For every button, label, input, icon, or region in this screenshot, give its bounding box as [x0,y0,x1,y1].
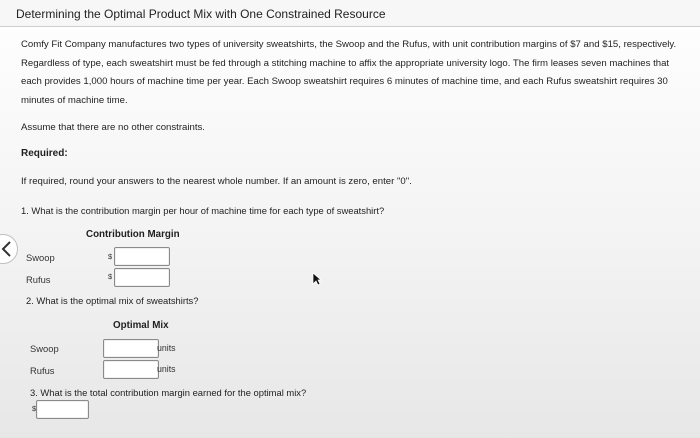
back-button[interactable] [0,234,18,264]
swoop-contribution-margin-input[interactable] [114,247,170,266]
contribution-margin-header: Contribution Margin [86,229,180,240]
rufus-label: Rufus [26,274,51,285]
page-title: Determining the Optimal Product Mix with One Constrained Resource [16,7,386,21]
rufus-optimal-mix-input[interactable] [103,360,159,379]
units-label: units [157,343,176,353]
rufus-label: Rufus [30,365,55,376]
mouse-pointer-icon [312,272,322,286]
assumption-text: Assume that there are no other constraints. [21,122,205,133]
rufus-contribution-margin-input[interactable] [114,268,170,287]
dollar-sign: $ [108,272,113,281]
total-contribution-margin-input[interactable] [36,400,89,419]
swoop-optimal-mix-input[interactable] [103,339,159,358]
question-2: 2. What is the optimal mix of sweatshirts? [26,295,199,306]
units-label: units [157,364,176,374]
question-3: 3. What is the total contribution margin earned for the optimal mix? [30,387,307,398]
problem-description: Comfy Fit Company manufactures two types of university sweatshirts, the Swoop and the Rufus, with unit contribution margins of $7 and $15, respectively. Regardless of type, each sweatshirt must be fed through a stitching machine to affix the appropriate university logo. The firm leases seven machines that each provides 1,000 hours of machine time per year. Each Swoop sweatshirt requires 6 minutes of machine time, and each Rufus sweatshirt requires 30 minutes of machine time. [21,39,677,106]
dollar-sign: $ [108,252,113,261]
required-heading: Required: [21,148,68,159]
swoop-label: Swoop [30,343,59,354]
swoop-label: Swoop [26,252,55,263]
chevron-left-icon [1,241,13,257]
problem-header [0,0,700,27]
optimal-mix-header: Optimal Mix [113,320,169,331]
rounding-instructions: If required, round your answers to the nearest whole number. If an amount is zero, enter "0". [21,176,412,187]
question-1: 1. What is the contribution margin per hour of machine time for each type of sweatshirt? [21,205,385,216]
dollar-sign: $ [32,404,37,413]
